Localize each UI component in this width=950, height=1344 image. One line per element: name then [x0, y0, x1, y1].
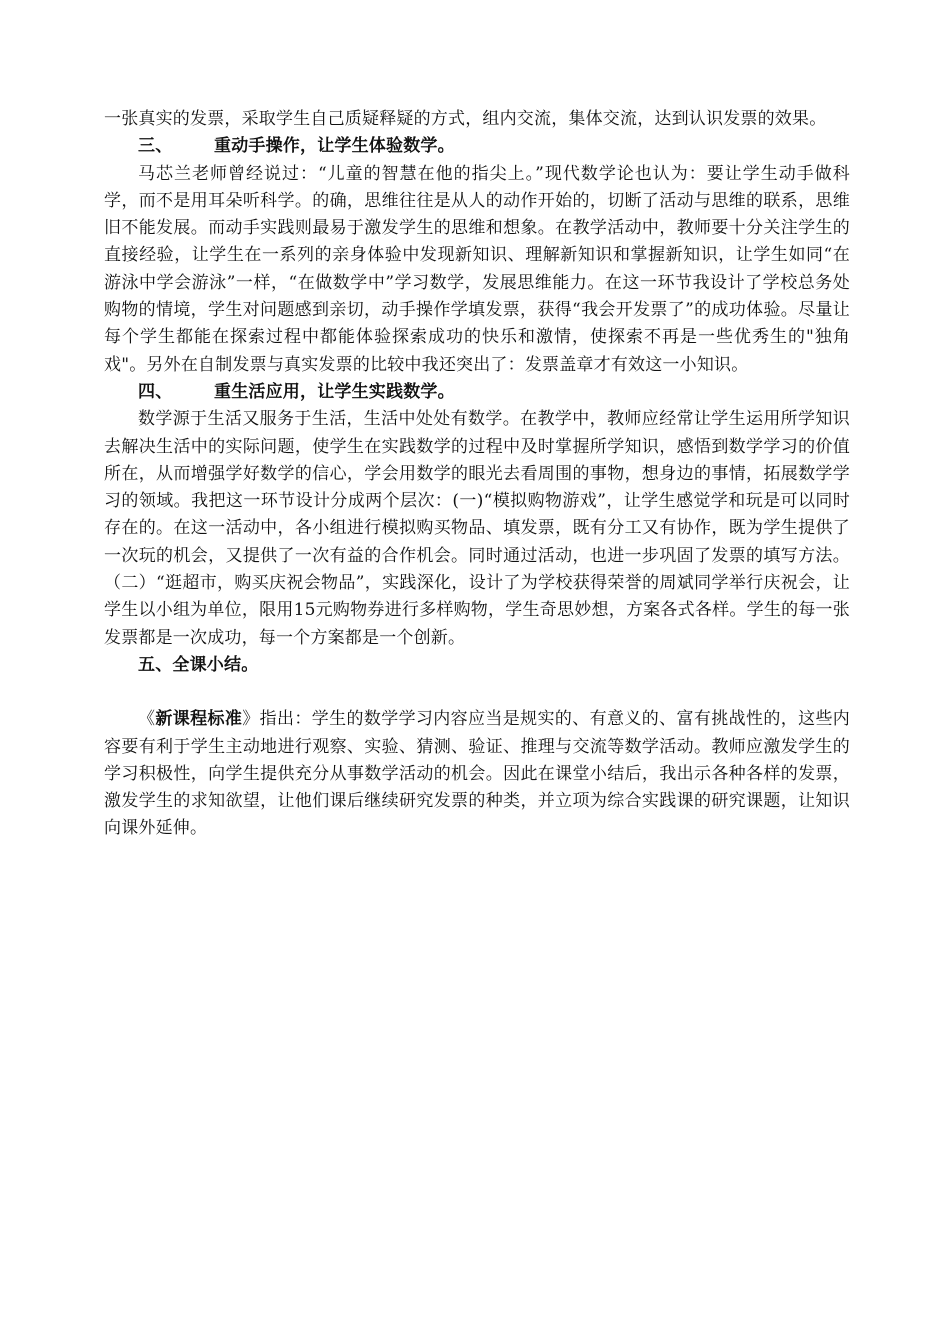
- quote-open: 《: [138, 709, 156, 730]
- document-page: [104, 106, 850, 843]
- section-4-title: 重生活应用，让学生实践数学。: [214, 381, 455, 402]
- blank-line: [104, 679, 850, 706]
- section-5-text: 》指出：学生的数学学习内容应当是规实的、有意义的、富有挑战性的，这些内容要有利于学生主动地进行观察、实验、猜测、验证、推理与交流等数学活动。教师应激发学生的学习积极性，向学生提供充分从事数学活动的机会。因此在课堂小结后，我出示各种各样的发票，激发学生的求知欲望，让他们课后继续研究发票的种类，并立项为综合实践课的研究课题，让知识向课外延伸。: [104, 709, 851, 839]
- section-4-number: 四、: [138, 381, 173, 402]
- section-3-heading: [104, 133, 850, 160]
- section-5-heading: [104, 652, 850, 679]
- section-5-number: 五、: [138, 654, 173, 675]
- standard-title: 新课程标准: [155, 709, 243, 730]
- section-3-paragraph: 马芯兰老师曾经说过：“儿童的智慧在他的指尖上。”现代数学论也认为：要让学生动手做科学，而不是用耳朵听科学。的确，思维往往是从人的动作开始的，切断了活动与思维的联系，思维旧不能发展。而动手实践则最易于激发学生的思维和想象。在教学活动中，教师要十分关注学生的直接经验，让学生在一系列的亲身体验中发现新知识、理解新知识和掌握新知识，让学生如同“在游泳中学会游泳”一样，“在做数学中”学习数学，发展思维能力。在这一环节我设计了学校总务处购物的情境，学生对问题感到亲切，动手操作学填发票，获得“我会开发票了”的成功体验。尽量让每个学生都能在探索过程中都能体验探索成功的快乐和激情，使探索不再是一些优秀生的"独角戏"。另外在自制发票与真实发票的比较中我还突出了：发票盖章才有效这一小知识。: [104, 163, 850, 375]
- section-4-heading: [104, 379, 850, 406]
- section-5-paragraph: [104, 706, 850, 842]
- intro-paragraph: 一张真实的发票，采取学生自己质疑释疑的方式，组内交流，集体交流，达到认识发票的效果。: [104, 109, 827, 129]
- section-4-paragraph: 数学源于生活又服务于生活，生活中处处有数学。在教学中，教师应经常让学生运用所学知识去解决生活中的实际问题，使学生在实践数学的过程中及时掌握所学知识，感悟到数学学习的价值所在，从而增强学好数学的信心，学会用数学的眼光去看周围的事物，想身边的事情，拓展数学学习的领域。我把这一环节设计分成两个层次：(一)“模拟购物游戏”，让学生感觉学和玩是可以同时存在的。在这一活动中，各小组进行模拟购买物品、填发票，既有分工又有协作，既为学生提供了一次玩的机会，又提供了一次有益的合作机会。同时通过活动，也进一步巩固了发票的填写方法。（二）“逛超市，购买庆祝会物品”，实践深化，设计了为学校获得荣誉的周斌同学举行庆祝会，让学生以小组为单位，限用15元购物券进行多样购物，学生奇思妙想，方案各式各样。学生的每一张发票都是一次成功，每一个方案都是一个创新。: [104, 409, 850, 648]
- section-5-title: 全课小结。: [172, 654, 259, 675]
- section-3-title: 重动手操作，让学生体验数学。: [214, 136, 455, 157]
- section-3-number: 三、: [138, 136, 173, 157]
